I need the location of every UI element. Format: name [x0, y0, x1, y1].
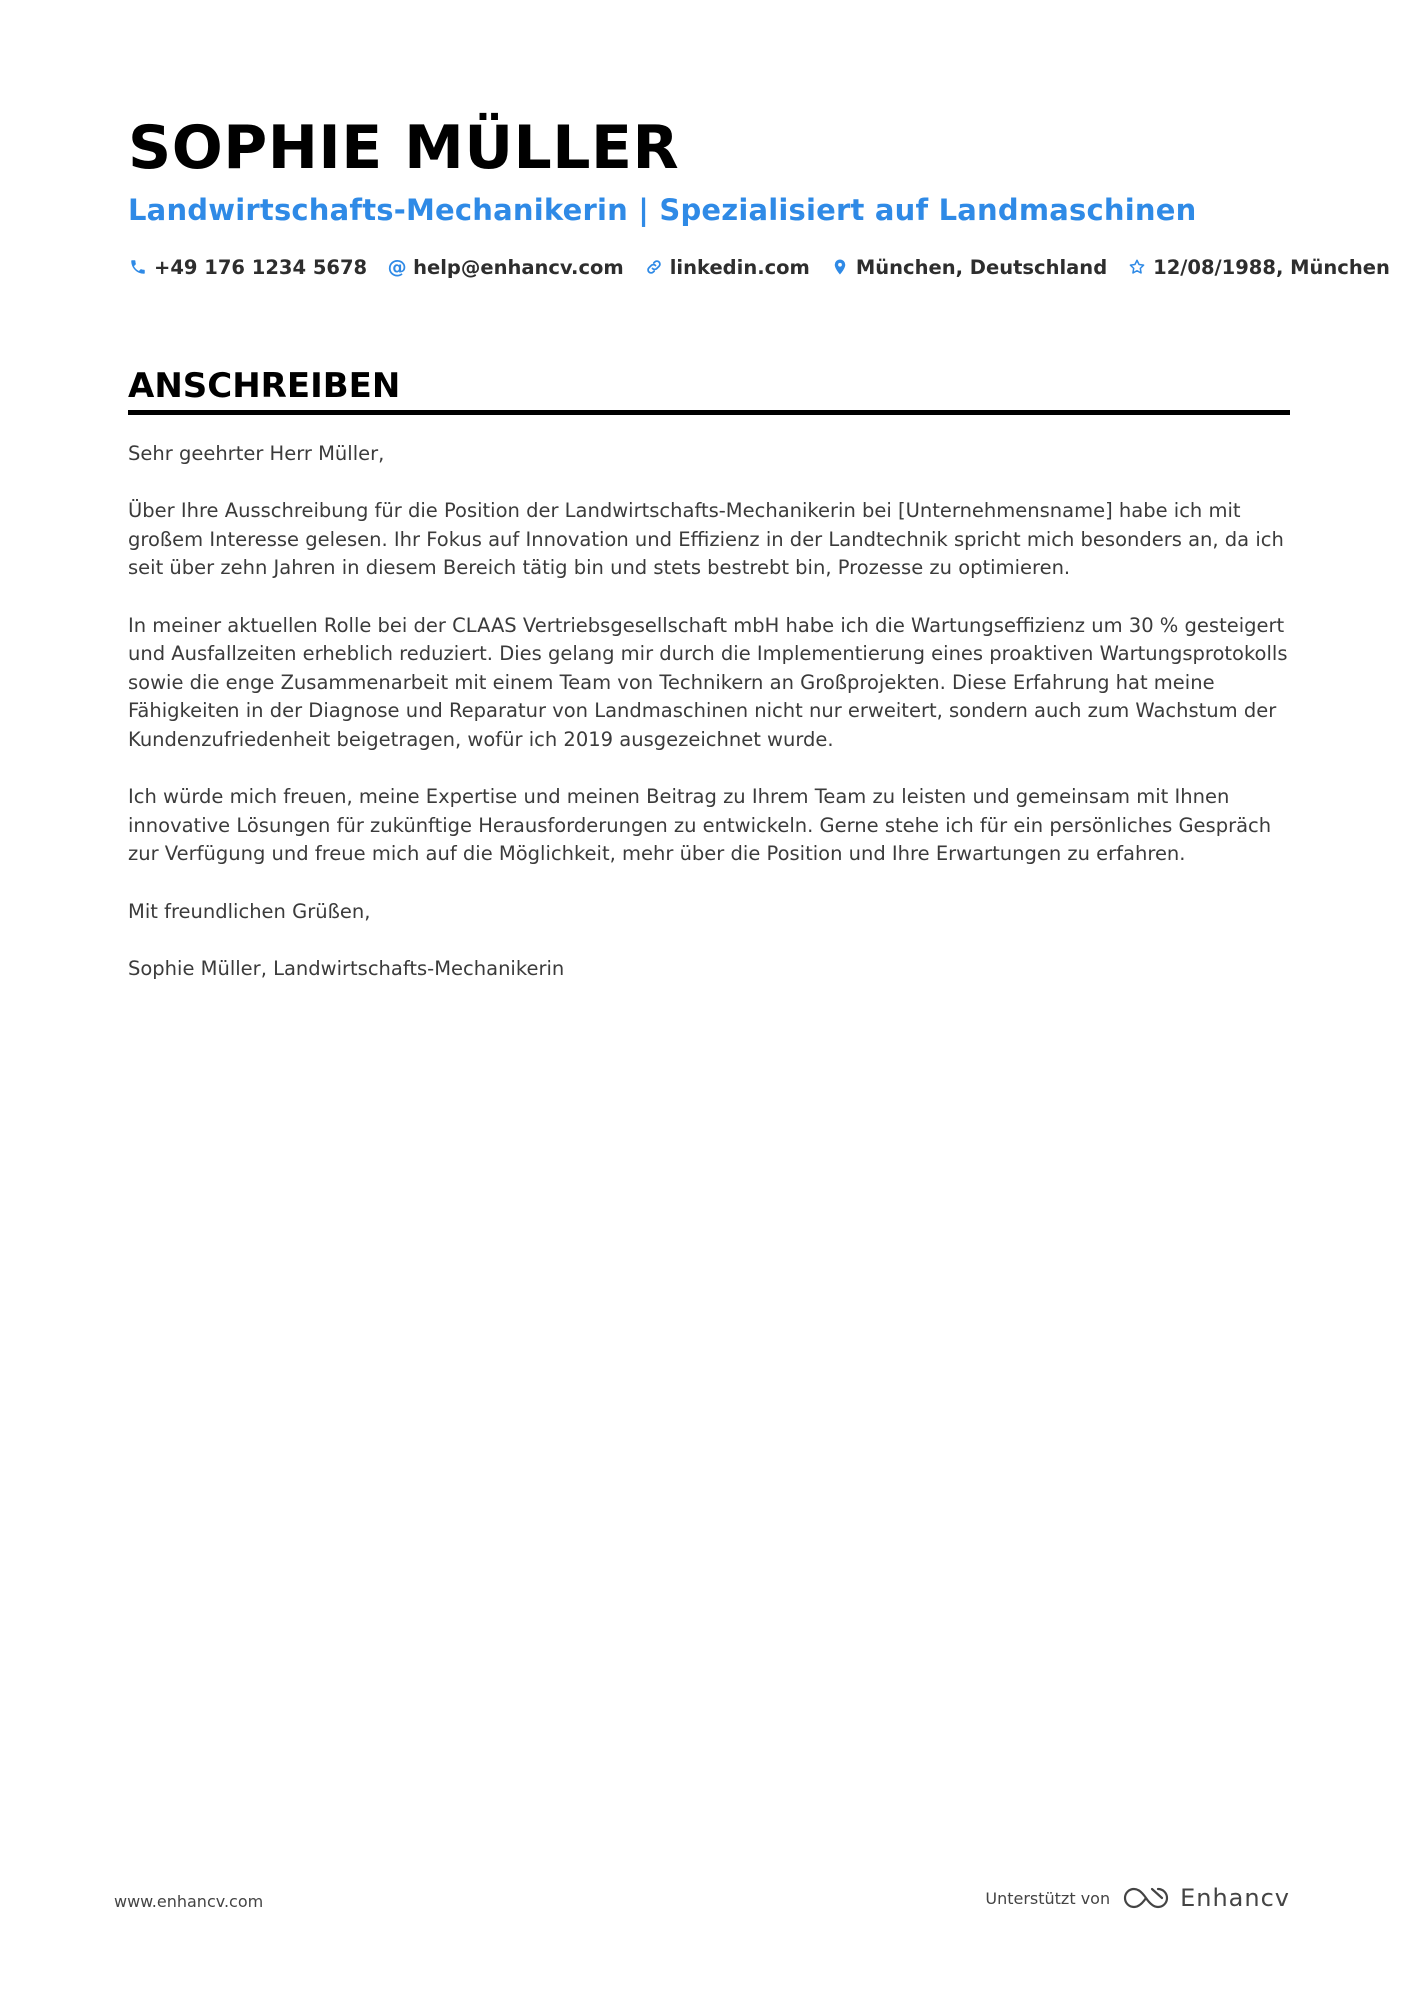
section-divider	[128, 410, 1290, 415]
letter-closing: Mit freundlichen Grüßen,	[128, 899, 371, 923]
contact-birth-text: 12/08/1988, München	[1153, 255, 1390, 279]
link-icon	[644, 257, 664, 277]
footer-website[interactable]: www.enhancv.com	[114, 1892, 264, 1911]
contact-email-text: help@enhancv.com	[413, 255, 624, 279]
section-title: ANSCHREIBEN	[128, 366, 401, 406]
letter-paragraph: Über Ihre Ausschreibung für die Position der Landwirtschafts-Mechanikerin bei [Unternehmensname] habe ich mit großem Interesse gelesen. Ihr Fokus auf Innovation und Effizienz in der Landtechnik spricht mich besonders an, da ich seit über zehn Jahren in diesem Bereich tätig bin und stets bestrebt bin, Prozesse zu optimieren.	[128, 499, 1284, 580]
footer-branding	[985, 1880, 1290, 1916]
contact-linkedin-text: linkedin.com	[669, 255, 810, 279]
contact-linkedin[interactable]	[644, 256, 810, 279]
applicant-title: Landwirtschafts-Mechanikerin | Spezialisiert auf Landmaschinen	[128, 193, 1197, 227]
letter-body	[128, 440, 1290, 1012]
letter-signature: Sophie Müller, Landwirtschafts-Mechanikerin	[128, 956, 565, 980]
contact-location-text: München, Deutschland	[855, 255, 1108, 279]
phone-icon	[128, 257, 148, 277]
contact-email[interactable]	[387, 256, 624, 279]
star-icon	[1127, 257, 1147, 277]
contact-bar	[128, 252, 1410, 282]
enhancv-logo-icon	[1122, 1884, 1170, 1912]
at-icon: @	[387, 256, 407, 278]
contact-phone	[128, 256, 367, 279]
contact-birth	[1127, 256, 1390, 279]
contact-phone-text: +49 176 1234 5678	[154, 255, 368, 279]
letter-paragraph: Ich würde mich freuen, meine Expertise und meinen Beitrag zu Ihrem Team zu leisten und gemeinsam mit Ihnen innovative Lösungen für zukünftige Herausforderungen zu entwickeln. Gerne stehe ich für ein persönliches Gespräch zur Verfügung und freue mich auf die Möglichkeit, mehr über die Position und Ihre Erwartungen zu erfahren.	[128, 785, 1272, 866]
letter-paragraph: In meiner aktuellen Rolle bei der CLAAS Vertriebsgesellschaft mbH habe ich die Wartungseffizienz um 30 % gesteigert und Ausfallzeiten erheblich reduziert. Dies gelang mir durch die Implementierung eines proaktiven Wartungsprotokolls sowie die enge Zusammenarbeit mit einem Team von Technikern an Großprojekten. Diese Erfahrung hat meine Fähigkeiten in der Diagnose und Reparatur von Landmaschinen nicht nur erweitert, sondern auch zum Wachstum der Kundenzufriedenheit beigetragen, wofür ich 2019 ausgezeichnet wurde.	[128, 613, 1288, 751]
applicant-name: SOPHIE MÜLLER	[128, 113, 680, 183]
contact-location	[830, 256, 1107, 279]
brand-name: Enhancv	[1180, 1884, 1290, 1912]
powered-by-label: Unterstützt von	[985, 1888, 1111, 1908]
location-pin-icon	[830, 257, 850, 277]
letter-salutation: Sehr geehrter Herr Müller,	[128, 442, 385, 465]
